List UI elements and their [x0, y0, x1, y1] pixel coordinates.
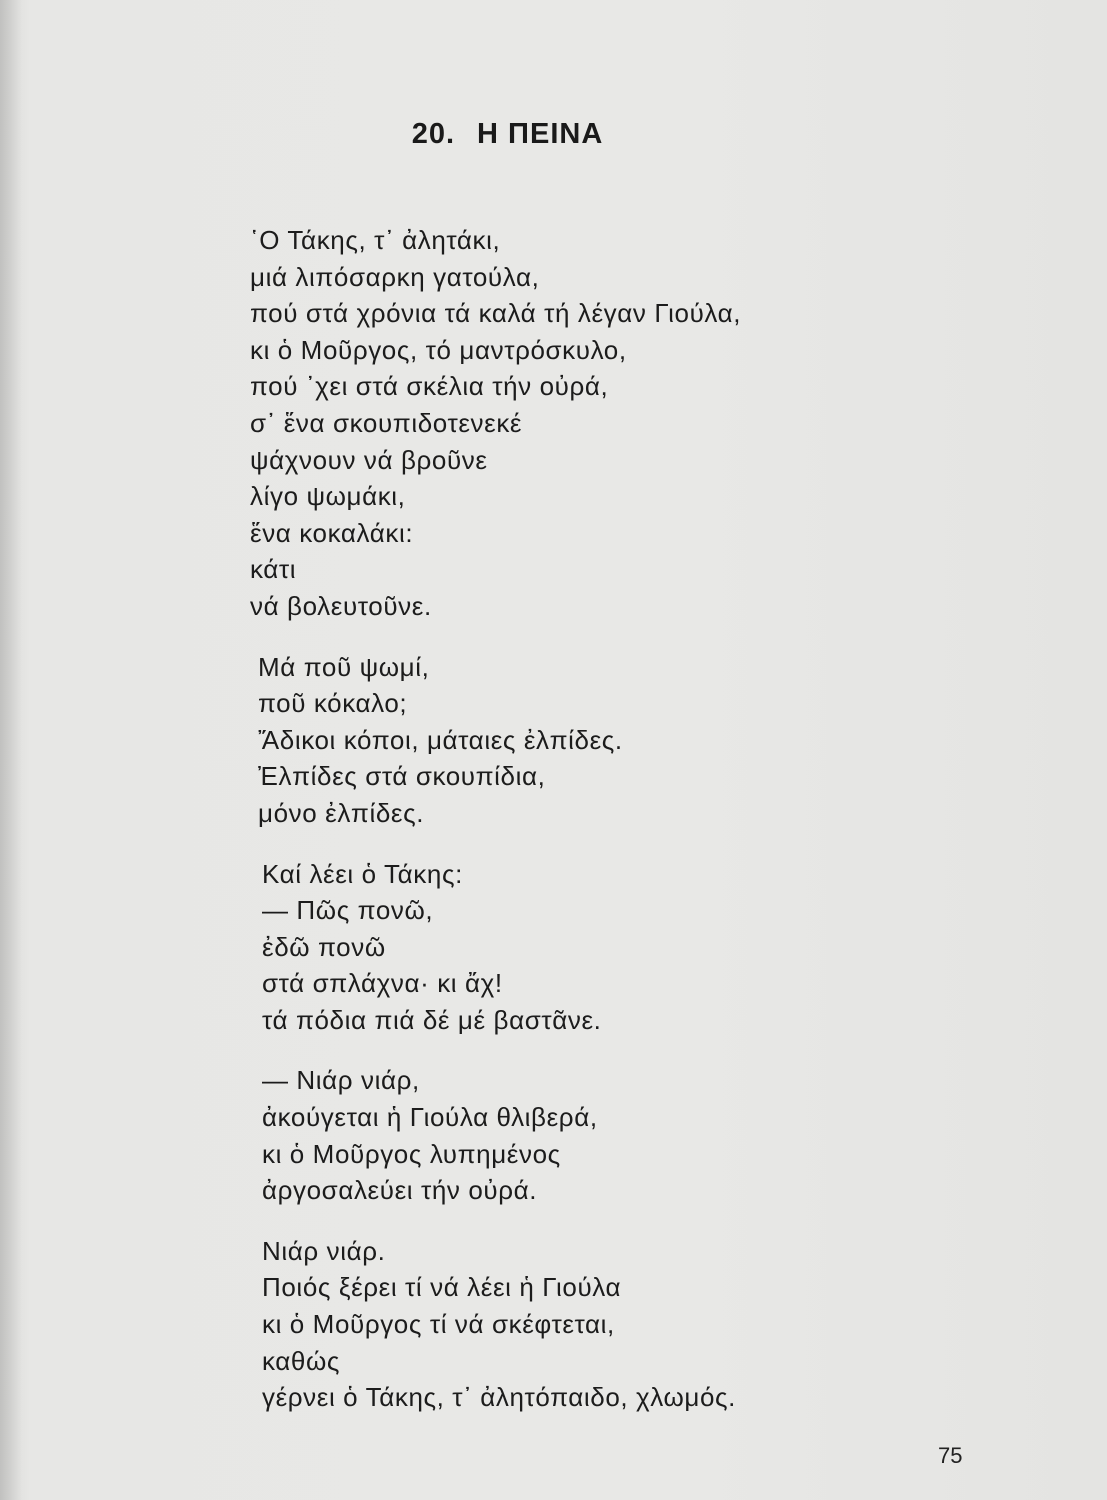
poem-line: ἐδῶ πονῶ: [262, 931, 386, 962]
poem-line: λίγο ψωμάκι,: [250, 481, 406, 512]
spine-shadow: [0, 0, 22, 1500]
poem-line: μόνο ἐλπίδες.: [258, 797, 425, 828]
poem-line: ἀργοσαλεύει τήν οὐρά.: [262, 1175, 538, 1206]
poem-line: ψάχνουν νά βροῦνε: [250, 444, 488, 475]
stanza: [258, 649, 950, 832]
poem-number: 20.: [411, 118, 456, 150]
poem-line: κι ὁ Μοῦργος λυπημένος: [262, 1138, 561, 1169]
poem-line: πού στά χρόνια τά καλά τή λέγαν Γιούλα,: [250, 298, 742, 329]
poem-line: κάτι: [250, 554, 297, 585]
stanza: [262, 1062, 950, 1208]
poem-title: [0, 118, 1015, 151]
stanza: [250, 222, 950, 625]
poem-line: — Πῶς πονῶ,: [262, 895, 434, 926]
poem-line: νά βολευτοῦνε.: [250, 590, 432, 621]
poem-line: ῾Ο Τάκης, τ᾿ ἀλητάκι,: [250, 225, 501, 255]
poem-line: Ποιός ξέρει τί νά λέει ἡ Γιούλα: [262, 1272, 622, 1303]
poem-line: κι ὁ Μοῦργος, τό μαντρόσκυλο,: [250, 334, 627, 365]
poem-line: καθώς: [262, 1345, 341, 1376]
poem-line: σ᾿ ἕνα σκουπιδοτενεκέ: [250, 407, 523, 438]
poem-line: Μά ποῦ ψωμί,: [258, 651, 430, 682]
poem-line: ἀκούγεται ἡ Γιούλα θλιβερά,: [262, 1102, 598, 1133]
stanza: [262, 856, 950, 1039]
poem-line: Ἐλπίδες στά σκουπίδια,: [258, 761, 546, 792]
poem-line: Καί λέει ὁ Τάκης:: [262, 858, 463, 889]
poem-line: ποῦ κόκαλο;: [258, 688, 408, 719]
poem-line: — Νιάρ νιάρ,: [262, 1065, 420, 1096]
stanza: [262, 1233, 950, 1416]
poem-line: στά σπλάχνα· κι ἄχ!: [262, 968, 503, 999]
poem-line: μιά λιπόσαρκη γατούλα,: [250, 261, 540, 292]
poem-line: Νιάρ νιάρ.: [262, 1235, 386, 1266]
poem-line: πού ᾿χει στά σκέλια τήν οὐρά,: [250, 371, 609, 402]
poem-line: Ἄδικοι κόποι, μάταιες ἐλπίδες.: [258, 724, 623, 755]
poem-line: κι ὁ Μοῦργος τί νά σκέφτεται,: [262, 1309, 615, 1340]
poem-body: [250, 222, 950, 1440]
page-number: 75: [938, 1443, 963, 1468]
poem-line: τά πόδια πιά δέ μέ βαστᾶνε.: [262, 1004, 602, 1035]
poem-title-text: Η ΠΕΙΝΑ: [477, 118, 604, 150]
poem-line: ἕνα κοκαλάκι:: [250, 517, 414, 548]
poem-line: γέρνει ὁ Τάκης, τ᾿ ἀλητόπαιδο, χλωμός.: [262, 1382, 736, 1413]
